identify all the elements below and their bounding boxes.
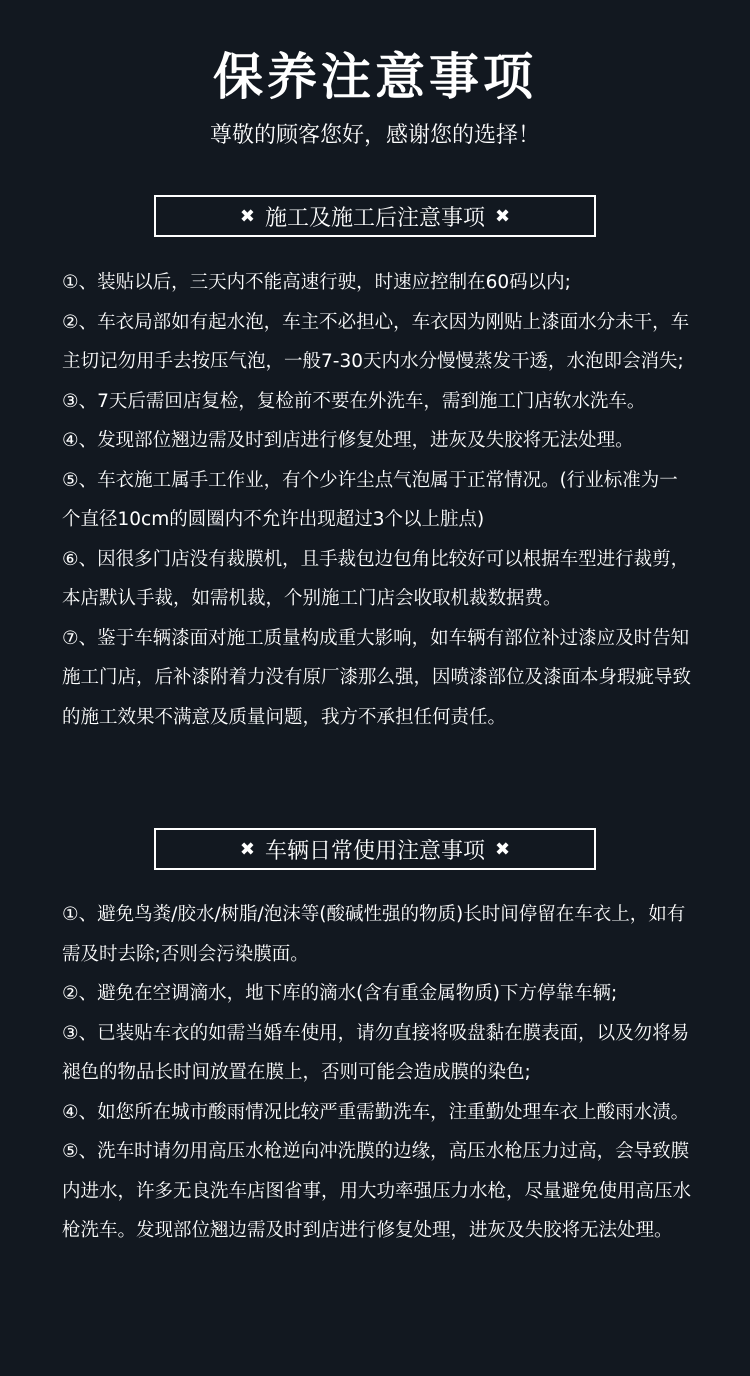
list-item: ④、发现部位翘边需及时到店进行修复处理，进灰及失胶将无法处理。 [62,430,634,451]
cross-mark-icon: ✖ [239,205,255,227]
list-item: ③、7天后需回店复检，复检前不要在外洗车，需到施工门店软水洗车。 [62,390,646,412]
page-title: 保养注意事项 [213,48,537,106]
list-item: ①、避免鸟粪/胶水/树脂/泡沫等(酸碱性强的物质)长时间停留在车衣上，如有需及时去除;否则会污染膜面。 [62,904,686,965]
list-item: ⑤、车衣施工属手工作业，有个少许尘点气泡属于正常情况。(行业标准为一个直径10cm的圆圈内不允许出现超过3个以上脏点) [62,469,678,530]
list-item: ①、装贴以后，三天内不能高速行驶，时速应控制在60码以内; [62,272,571,293]
page-subtitle: 尊敬的顾客您好，感谢您的选择！ [209,123,540,148]
daily-use-notes-list [62,895,694,1251]
section-heading-label: 施工及施工后注意事项 [264,205,485,231]
list-item: ④、如您所在城市酸雨情况比较严重需勤洗车，注重勤处理车衣上酸雨水渍。 [62,1101,690,1123]
construction-notes-list [62,263,694,737]
list-item: ⑥、因很多门店没有裁膜机，且手裁包边包角比较好可以根据车型进行裁剪，本店默认手裁，如需机裁，个别施工门店会收取机裁数据费。 [62,548,690,609]
cross-mark-icon: ✖ [495,838,511,860]
section-heading-label: 车辆日常使用注意事项 [264,838,485,864]
section-heading-construction [154,195,596,237]
cross-mark-icon: ✖ [239,838,255,860]
list-item: ⑦、鉴于车辆漆面对施工质量构成重大影响，如车辆有部位补过漆应及时告知施工门店，后补漆附着力没有原厂漆那么强，因喷漆部位及漆面本身瑕疵导致的施工效果不满意及质量问题，我方不承担任何责任。 [62,627,692,728]
list-item: ⑤、洗车时请勿用高压水枪逆向冲洗膜的边缘，高压水枪压力过高，会导致膜内进水，许多无良洗车店图省事，用大功率强压力水枪，尽量避免使用高压水枪洗车。发现部位翘边需及时到店进行修复处理，进灰及失胶将无法处理。 [62,1141,692,1241]
list-item: ③、已装贴车衣的如需当婚车使用，请勿直接将吸盘黏在膜表面，以及勿将易褪色的物品长时间放置在膜上，否则可能会造成膜的染色; [62,1022,690,1083]
list-item: ②、车衣局部如有起水泡，车主不必担心，车衣因为刚贴上漆面水分未干，车主切记勿用手去按压气泡，一般7-30天内水分慢慢蒸发干透，水泡即会消失; [62,311,690,372]
cross-mark-icon: ✖ [495,205,511,227]
section-heading-daily-use [154,828,596,870]
list-item: ②、避免在空调滴水，地下库的滴水(含有重金属物质)下方停靠车辆; [62,983,618,1004]
